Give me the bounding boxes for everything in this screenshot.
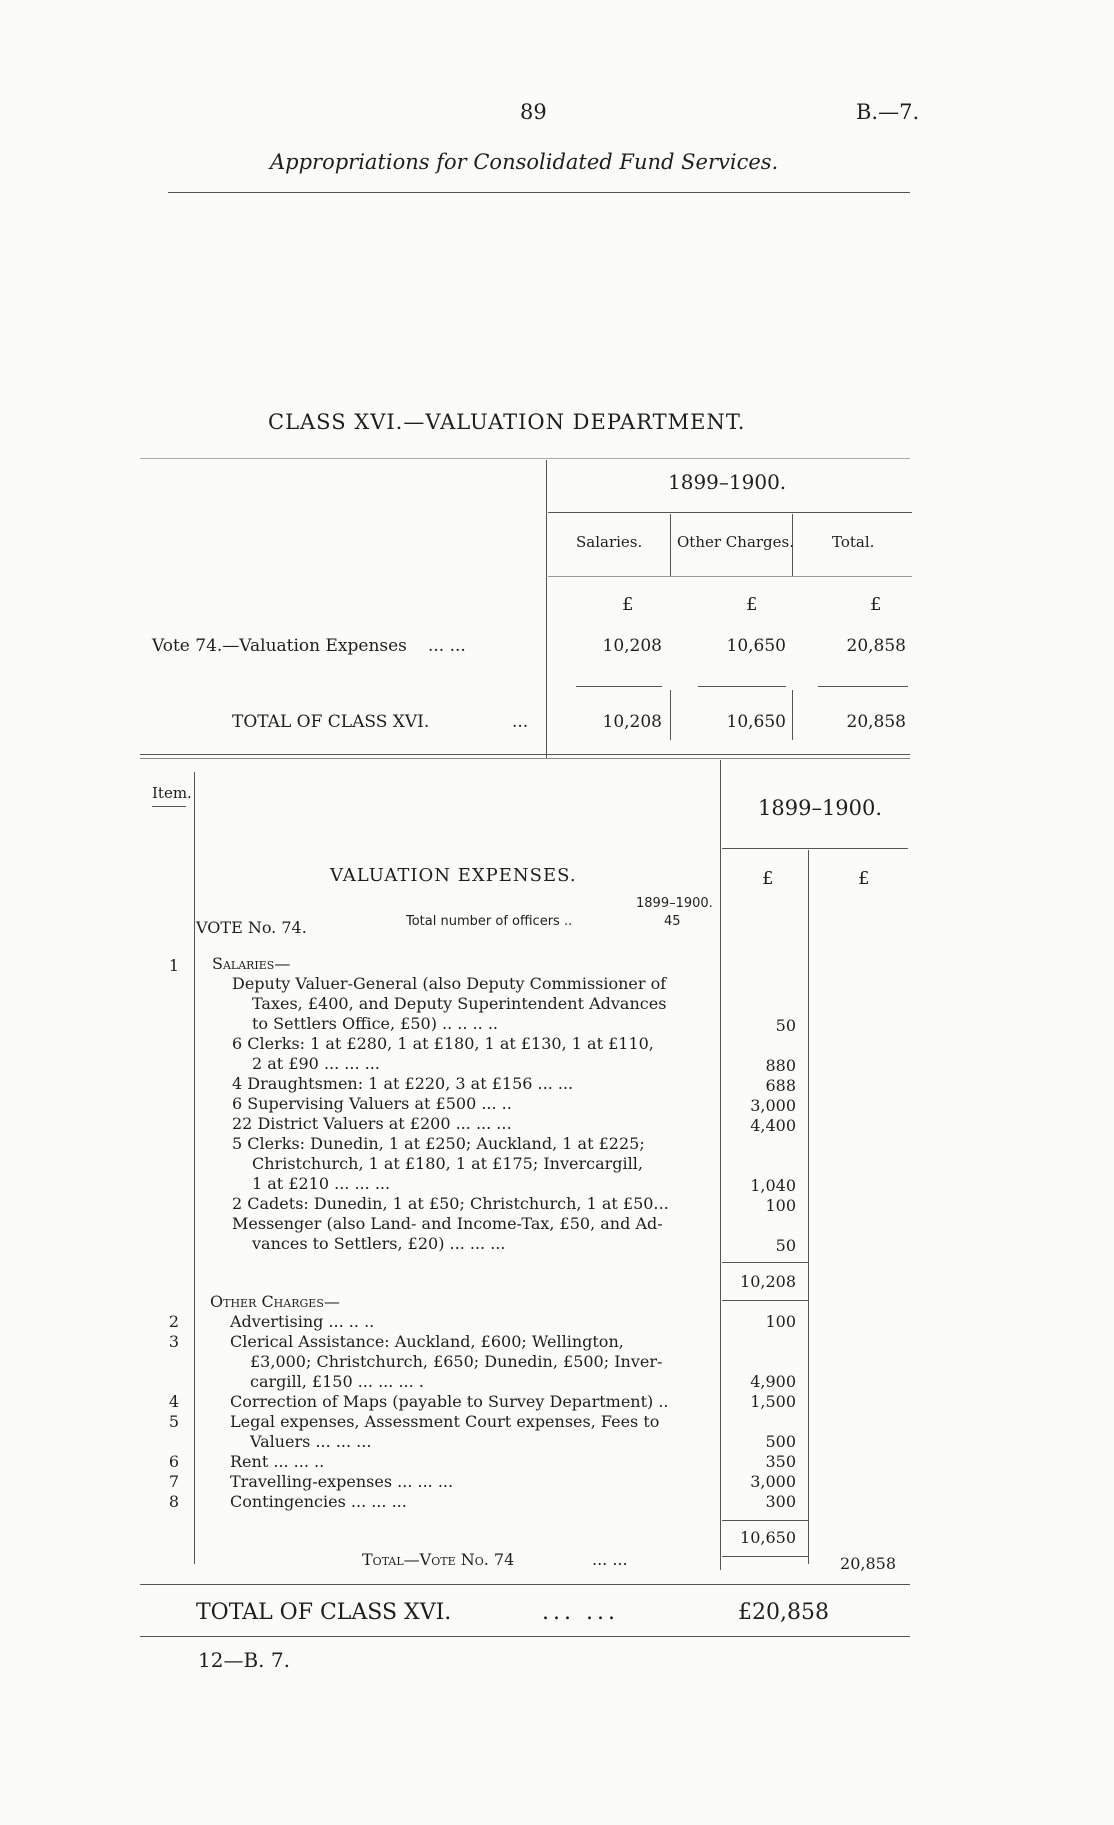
line-text: Travelling-expenses ... ... ...	[230, 1472, 454, 1491]
summary-year: 1899–1900.	[668, 470, 787, 494]
col-other-charges: Other Charges.	[677, 533, 794, 551]
item-column-label: Item.	[152, 784, 192, 802]
officers-label: Total number of officers ..	[406, 914, 573, 929]
line-amount: 50	[775, 1016, 796, 1035]
currency-other: £	[746, 594, 758, 615]
line-text: 4 Draughtsmen: 1 at £220, 3 at £156 ... ...	[232, 1074, 574, 1093]
line-text: to Settlers Office, £50) .. .. .. ..	[252, 1014, 498, 1033]
line-text: 2 Cadets: Dunedin, 1 at £50; Christchurch, 1 at £50...	[232, 1194, 669, 1213]
currency-total-col: £	[858, 868, 870, 889]
class-total-salaries: 10,208	[602, 712, 662, 732]
other-subtotal-rule	[722, 1520, 808, 1521]
col-divider-1	[670, 514, 671, 576]
vote-total-dots: ... ...	[592, 1550, 628, 1569]
vote-row-other: 10,650	[726, 636, 786, 656]
line-amount: 300	[765, 1492, 796, 1511]
line-amount: 880	[765, 1056, 796, 1075]
item-number: 5	[168, 1412, 180, 1431]
vote-label: VOTE No. 74.	[196, 918, 307, 937]
subcol-divider	[808, 850, 809, 1564]
line-text: Christchurch, 1 at £180, 1 at £175; Invercargill,	[252, 1154, 643, 1173]
salaries-total: 10,208	[740, 1272, 796, 1291]
colhead-rule	[548, 576, 912, 577]
salaries-subtotal-rule	[722, 1262, 808, 1263]
line-text: £3,000; Christchurch, £650; Dunedin, £500; Inver-	[250, 1352, 663, 1371]
item-number: 1	[168, 956, 180, 975]
line-amount: 1,500	[750, 1392, 796, 1411]
line-amount: 500	[765, 1432, 796, 1451]
item-number: 2	[168, 1312, 180, 1331]
salaries-heading: Salaries—	[212, 954, 291, 973]
line-amount: 4,900	[750, 1372, 796, 1391]
item-label-rule	[152, 806, 186, 807]
other-charges-heading: Other Charges—	[210, 1292, 340, 1311]
class-total-other: 10,650	[726, 712, 786, 732]
currency-salaries: £	[622, 594, 634, 615]
line-text: vances to Settlers, £20) ... ... ...	[252, 1234, 506, 1253]
other-charges-total: 10,650	[740, 1528, 796, 1547]
line-amount: 1,040	[750, 1176, 796, 1195]
subtotal-rule-3	[818, 686, 908, 687]
line-amount: 688	[765, 1076, 796, 1095]
currency-sub: £	[762, 868, 774, 889]
line-amount: 100	[765, 1312, 796, 1331]
grand-total-amount: £20,858	[738, 1600, 829, 1625]
vote-total-amount: 20,858	[840, 1554, 896, 1573]
line-amount: 350	[765, 1452, 796, 1471]
line-text: cargill, £150 ... ... ... .	[250, 1372, 424, 1391]
currency-total: £	[870, 594, 882, 615]
section-title: VALUATION EXPENSES.	[330, 865, 577, 886]
class-total-total: 20,858	[846, 712, 906, 732]
officers-year: 1899–1900.	[636, 896, 713, 911]
line-text: Valuers ... ... ...	[250, 1432, 372, 1451]
line-text: 22 District Valuers at £200 ... ... ...	[232, 1114, 512, 1133]
col-salaries: Salaries.	[576, 533, 643, 551]
line-text: 6 Supervising Valuers at £500 ... ..	[232, 1094, 512, 1113]
grand-total-dots: ... ...	[542, 1600, 619, 1625]
item-number: 3	[168, 1332, 180, 1351]
line-text: Taxes, £400, and Deputy Superintendent Advances	[252, 994, 667, 1013]
grand-total-bottom-rule	[140, 1636, 910, 1637]
grand-total-label: TOTAL OF CLASS XVI.	[196, 1600, 452, 1625]
line-text: Messenger (also Land- and Income-Tax, £50, and Ad-	[232, 1214, 663, 1233]
subtotal-rule-2	[698, 686, 786, 687]
line-text: Advertising ... .. ..	[230, 1312, 375, 1331]
col-total: Total.	[832, 533, 875, 551]
vote-row-salaries: 10,208	[602, 636, 662, 656]
other-total-rule	[722, 1556, 808, 1557]
line-amount: 3,000	[750, 1472, 796, 1491]
vote-row-dots: ... ...	[428, 636, 466, 656]
summary-bottom-rule-2	[140, 758, 910, 759]
line-text: 6 Clerks: 1 at £280, 1 at £180, 1 at £130, 1 at £110,	[232, 1034, 654, 1053]
detail-year-rule	[722, 848, 908, 849]
page-number: 89	[520, 100, 547, 124]
vote-row-label: Vote 74.—Valuation Expenses	[152, 636, 407, 656]
line-amount: 4,400	[750, 1116, 796, 1135]
col-divider-4	[792, 690, 793, 740]
vote-row-total: 20,858	[846, 636, 906, 656]
summary-bottom-rule-1	[140, 754, 910, 755]
amount-divider	[720, 760, 721, 1570]
item-divider	[194, 772, 195, 1564]
document-reference: B.—7.	[856, 100, 920, 124]
line-text: Contingencies ... ... ...	[230, 1492, 407, 1511]
class-total-dots: ...	[512, 712, 529, 732]
item-number: 8	[168, 1492, 180, 1511]
line-text: 5 Clerks: Dunedin, 1 at £250; Auckland, 1 at £225;	[232, 1134, 645, 1153]
line-text: Clerical Assistance: Auckland, £600; Wellington,	[230, 1332, 624, 1351]
class-total-label: TOTAL OF CLASS XVI.	[232, 712, 430, 732]
item-number: 7	[168, 1472, 180, 1491]
running-title: Appropriations for Consolidated Fund Services.	[270, 150, 779, 174]
class-title: CLASS XVI.—VALUATION DEPARTMENT.	[268, 410, 746, 434]
col-divider-3	[670, 690, 671, 740]
line-text: Legal expenses, Assessment Court expenses, Fees to	[230, 1412, 660, 1431]
line-text: Correction of Maps (payable to Survey Department) ..	[230, 1392, 669, 1411]
year-rule	[548, 512, 912, 513]
line-amount: 100	[765, 1196, 796, 1215]
line-text: 2 at £90 ... ... ...	[252, 1054, 380, 1073]
officers-count: 45	[664, 914, 681, 929]
summary-left-rule	[546, 460, 547, 758]
line-amount: 50	[775, 1236, 796, 1255]
vote-total-label: Total—Vote No. 74	[362, 1550, 515, 1569]
item-number: 4	[168, 1392, 180, 1411]
salaries-total-rule	[722, 1300, 808, 1301]
grand-total-top-rule	[140, 1584, 910, 1585]
line-amount: 3,000	[750, 1096, 796, 1115]
line-text: Deputy Valuer-General (also Deputy Commissioner of	[232, 974, 667, 993]
line-text: 1 at £210 ... ... ...	[252, 1174, 391, 1193]
subtotal-rule-1	[576, 686, 662, 687]
line-text: Rent ... ... ..	[230, 1452, 325, 1471]
summary-top-rule	[140, 458, 910, 459]
item-number: 6	[168, 1452, 180, 1471]
detail-year: 1899–1900.	[758, 796, 883, 820]
footer-signature: 12—B. 7.	[198, 1648, 290, 1672]
header-rule	[168, 192, 910, 193]
